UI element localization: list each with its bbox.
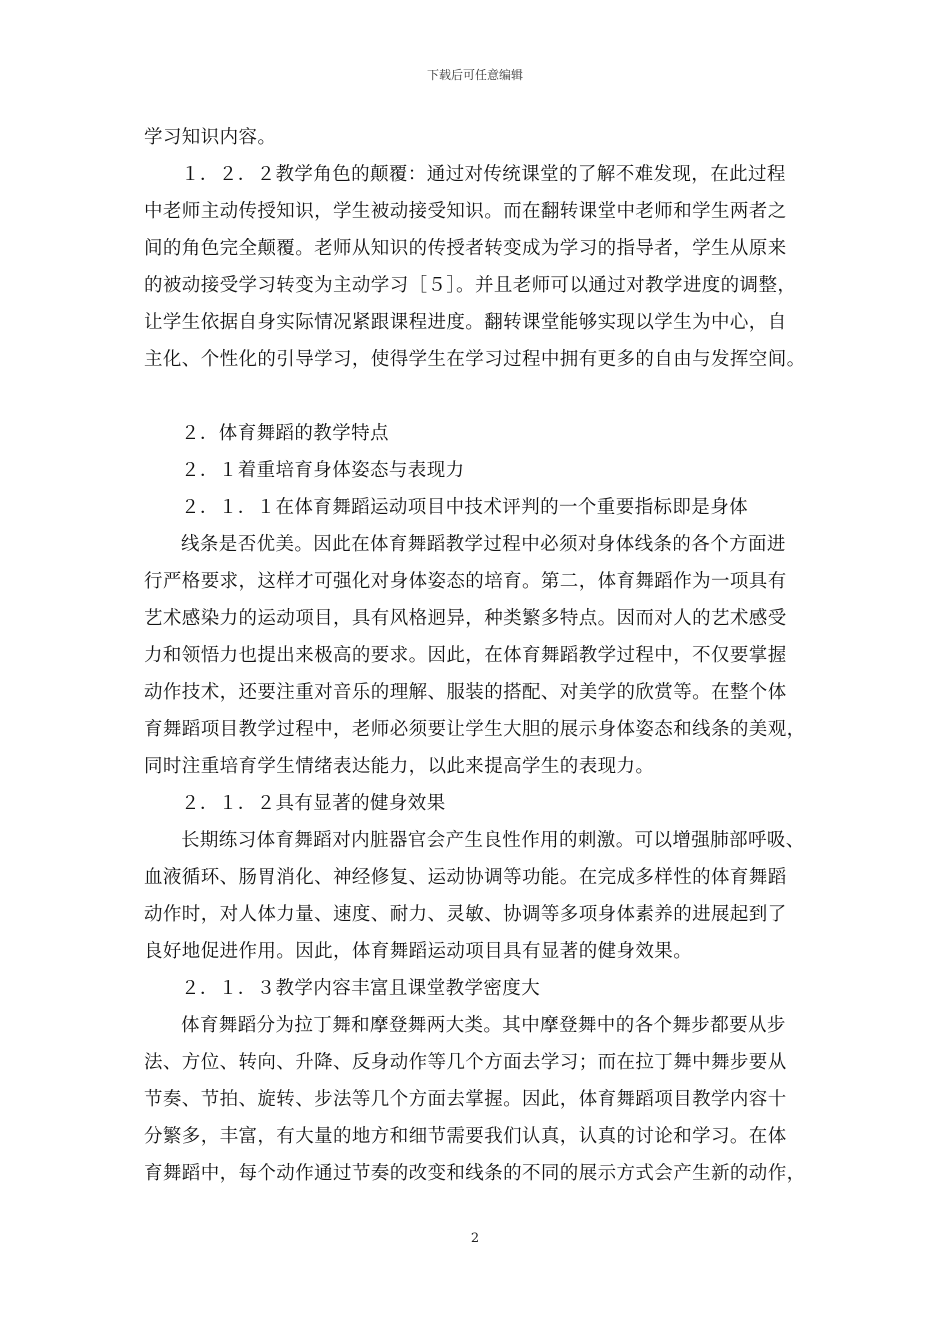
body-line: 长期练习体育舞蹈对内脏器官会产生良性作用的刺激。可以增强肺部呼吸、 xyxy=(181,830,805,851)
body-line: 力和领悟力也提出来极高的要求。因此，在体育舞蹈教学过程中，不仅要掌握 xyxy=(144,645,787,666)
body-line: 主化、个性化的引导学习，使得学生在学习过程中拥有更多的自由与发挥空间。 xyxy=(144,349,806,370)
body-line: 中老师主动传授知识，学生被动接受知识。而在翻转课堂中老师和学生两者之 xyxy=(144,201,787,222)
subsection-heading-2-1-1: ２．１．１在体育舞蹈运动项目中技术评判的一个重要指标即是身体 xyxy=(181,497,749,518)
section-heading-2: ２．体育舞蹈的教学特点 xyxy=(181,423,389,444)
body-line: 艺术感染力的运动项目，具有风格迥异，种类繁多特点。因而对人的艺术感受 xyxy=(144,608,787,629)
body-line: 线条是否优美。因此在体育舞蹈教学过程中必须对身体线条的各个方面进 xyxy=(181,534,786,555)
body-line: 育舞蹈中，每个动作通过节奏的改变和线条的不同的展示方式会产生新的动作， xyxy=(144,1163,806,1184)
body-line: 间的角色完全颠覆。老师从知识的传授者转变成为学习的指导者，学生从原来 xyxy=(144,238,787,259)
subsection-heading-1-2-2: １．２．２教学角色的颠覆：通过对传统课堂的了解不难发现，在此过程 xyxy=(181,164,786,185)
body-line: 血液循环、肠胃消化、神经修复、运动协调等功能。在完成多样性的体育舞蹈 xyxy=(144,867,787,888)
body-line: 分繁多，丰富，有大量的地方和细节需要我们认真，认真的讨论和学习。在体 xyxy=(144,1126,787,1147)
section-heading-2-1: ２．１着重培育身体姿态与表现力 xyxy=(181,460,465,481)
body-line: 让学生依据自身实际情况紧跟课程进度。翻转课堂能够实现以学生为中心，自 xyxy=(144,312,787,333)
body-line: 体育舞蹈分为拉丁舞和摩登舞两大类。其中摩登舞中的各个舞步都要从步 xyxy=(181,1015,786,1036)
subsection-heading-2-1-3: ２．１．３教学内容丰富且课堂教学密度大 xyxy=(181,978,541,999)
body-line: 同时注重培育学生情绪表达能力，以此来提高学生的表现力。 xyxy=(144,756,655,777)
body-line: 动作时，对人体力量、速度、耐力、灵敏、协调等多项身体素养的进展起到了 xyxy=(144,904,787,925)
page-number: 2 xyxy=(470,1231,480,1246)
body-line: 行严格要求，这样才可强化对身体姿态的培育。第二，体育舞蹈作为一项具有 xyxy=(144,571,787,592)
body-line: 良好地促进作用。因此，体育舞蹈运动项目具有显著的健身效果。 xyxy=(144,941,693,962)
body-line: 育舞蹈项目教学过程中，老师必须要让学生大胆的展示身体姿态和线条的美观， xyxy=(144,719,806,740)
page-header: 下载后可任意编辑 xyxy=(426,68,523,82)
subsection-heading-2-1-2: ２．１．２具有显著的健身效果 xyxy=(181,793,446,814)
body-line: 的被动接受学习转变为主动学习［５］。并且老师可以通过对教学进度的调整， xyxy=(144,275,797,296)
body-line: 法、方位、转向、升降、反身动作等几个方面去学习；而在拉丁舞中舞步要从 xyxy=(144,1052,787,1073)
body-line: 学习知识内容。 xyxy=(144,127,277,148)
body-line: 节奏、节拍、旋转、步法等几个方面去掌握。因此，体育舞蹈项目教学内容十 xyxy=(144,1089,787,1110)
body-line: 动作技术，还要注重对音乐的理解、服装的搭配、对美学的欣赏等。在整个体 xyxy=(144,682,787,703)
